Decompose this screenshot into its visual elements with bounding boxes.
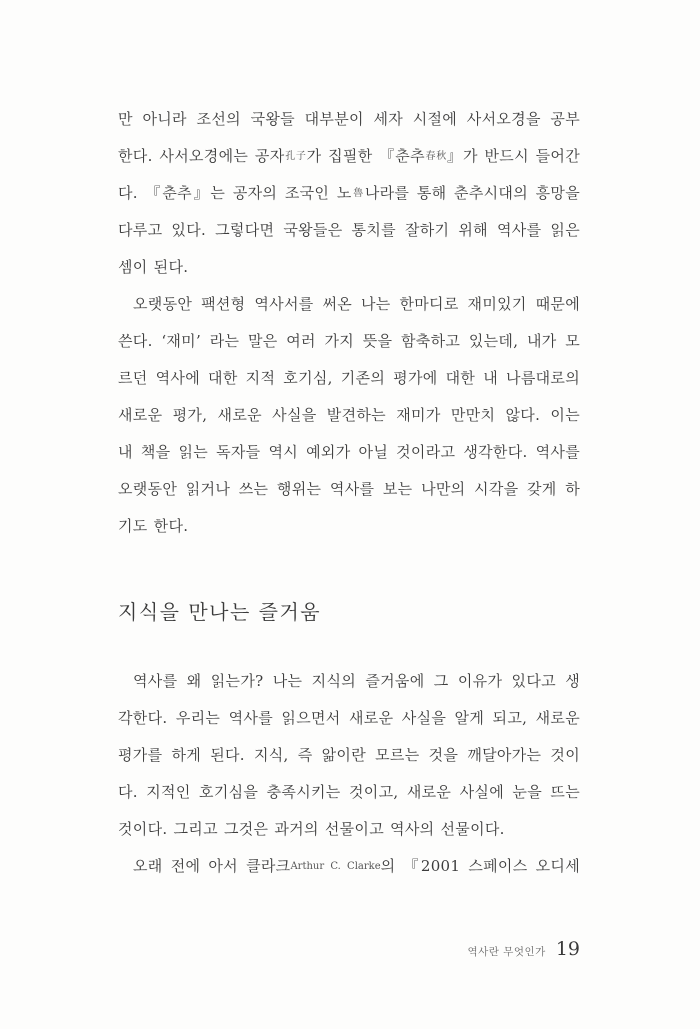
text-line (118, 700, 580, 737)
text-segment: 오랫동안 팩션형 역사서를 써온 나는 한마디로 재미있기 때문에 (133, 295, 580, 313)
text-line (118, 286, 580, 323)
text-line (118, 212, 580, 249)
running-title: 역사란 무엇인가 (467, 946, 546, 958)
text-line (118, 138, 580, 175)
text-segment: 평가를 하게 된다. 지식, 즉 앎이란 모르는 것을 깨달아가는 것이 (118, 746, 580, 764)
text-segment: 르던 역사에 대한 지적 호기심, 기존의 평가에 대한 내 나름대로의 (118, 369, 580, 387)
text-line (118, 737, 580, 774)
paragraph (118, 848, 580, 885)
gloss-annotation: 魯 (351, 188, 365, 199)
text-segment: 만 아니라 조선의 국왕들 대부분이 세자 시절에 사서오경을 공부 (118, 110, 580, 128)
text-segment: 』가 반드시 들어간 (446, 147, 580, 165)
text-segment: 새로운 평가, 새로운 사실을 발견하는 재미가 만만치 않다. 이는 (118, 406, 580, 424)
text-line (118, 249, 580, 286)
text-line (118, 397, 580, 434)
text-line (118, 323, 580, 360)
paragraph (118, 286, 580, 545)
page-number: 19 (555, 938, 580, 960)
text-segment: 셈이 된다. (118, 258, 189, 276)
text-segment: 내 책을 읽는 독자들 역시 예외가 아닐 것이라고 생각한다. 역사를 (118, 443, 580, 461)
text-segment: 기도 한다. (118, 517, 189, 535)
paragraph (118, 101, 580, 286)
gloss-annotation: Arthur C. Clarke (290, 861, 381, 872)
text-segment: 한다. 사서오경에는 공자 (118, 147, 285, 165)
text-segment: 쓴다. ‘재미’ 라는 말은 여러 가지 뜻을 함축하고 있는데, 내가 모 (118, 332, 580, 350)
text-segment: 나라를 통해 춘추시대의 흥망을 (364, 184, 580, 202)
text-line (118, 101, 580, 138)
paragraph (118, 663, 580, 848)
gloss-annotation: 孔子 (284, 151, 307, 162)
text-segment: 역사를 왜 읽는가? 나는 지식의 즐거움에 그 이유가 있다고 생 (133, 672, 580, 690)
text-segment: 것이다. 그리고 그것은 과거의 선물이고 역사의 선물이다. (118, 820, 505, 838)
text-segment: 의 『2001 스페이스 오디세 (380, 857, 580, 875)
text-line (118, 663, 580, 700)
text-line (118, 360, 580, 397)
section-heading: 지식을 만나는 즐거움 (118, 600, 322, 624)
page-footer (467, 938, 580, 960)
text-line (118, 471, 580, 508)
text-line (118, 848, 580, 885)
body-text (118, 101, 580, 885)
text-line (118, 434, 580, 471)
text-segment: 가 집필한 『춘추 (306, 147, 425, 165)
text-segment: 다. 『춘추』는 공자의 조국인 노 (118, 184, 352, 202)
text-segment: 각한다. 우리는 역사를 읽으면서 새로운 사실을 알게 되고, 새로운 (118, 709, 580, 727)
text-segment: 다. 지적인 호기심을 충족시키는 것이고, 새로운 사실에 눈을 뜨는 (118, 783, 580, 801)
text-segment: 오랫동안 읽거나 쓰는 행위는 역사를 보는 나만의 시각을 갖게 하 (118, 480, 580, 498)
text-segment: 다루고 있다. 그렇다면 국왕들은 통치를 잘하기 위해 역사를 읽은 (118, 221, 580, 239)
text-line (118, 811, 580, 848)
text-line (118, 508, 580, 545)
text-line (118, 175, 580, 212)
text-segment: 오래 전에 아서 클라크 (133, 857, 291, 875)
text-line (118, 774, 580, 811)
gloss-annotation: 春秋 (424, 151, 447, 162)
